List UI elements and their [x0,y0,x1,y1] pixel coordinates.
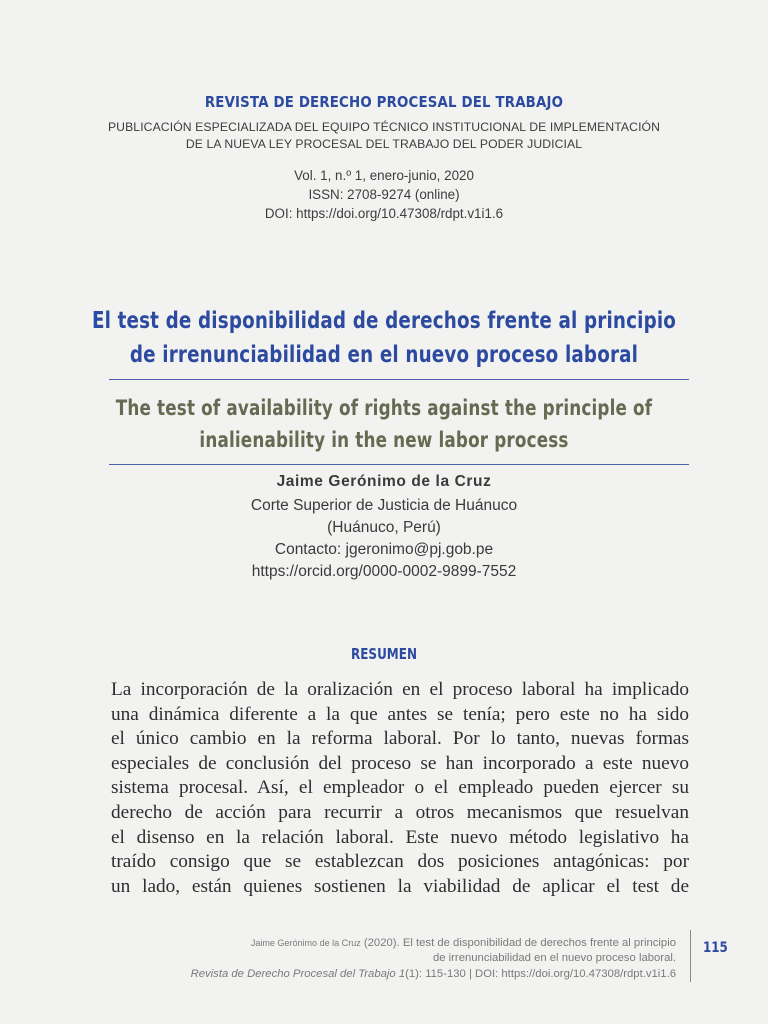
citation-author: Jaime Gerónimo de la Cruz [250,938,361,948]
citation-journal: Revista de Derecho Procesal del Trabajo [190,967,396,980]
abstract-line: el disenso en la relación laboral. Este nuevo método legislativo ha [111,826,689,848]
title-es-line-1: El test de disponibilidad de derechos frente al principio [91,306,677,334]
volume-info: Vol. 1, n.º 1, enero-junio, 2020 [294,168,474,183]
page-number: 115 [703,940,728,956]
doi-link[interactable]: DOI: https://doi.org/10.47308/rdpt.v1i1.6 [264,206,504,221]
abstract-body [111,678,689,899]
title-divider-top [109,379,689,380]
abstract-line: derecho de acción para recurrir a otros mecanismos que resuelvan [111,801,689,823]
footer-divider [690,930,691,982]
title-en-line-2: inalienability in the new labor process [199,428,569,452]
abstract-line: traído consigo que se establezcan dos posiciones antagónicas: por [111,851,689,873]
abstract-line: sistema procesal. Así, el empleador o el empleado pueden ejercer su [111,777,689,799]
citation-line-1 [191,936,676,951]
journal-subtitle-line-2: DE LA NUEVA LEY PROCESAL DEL TRABAJO DEL PODER JUDICIAL [185,137,583,151]
title-es-line-2: de irrenunciabilidad en el nuevo proceso laboral [129,340,639,368]
abstract-line: La incorporación de la oralización en el proceso laboral ha implicado [111,679,689,700]
author-name: Jaime Gerónimo de la Cruz [276,473,492,490]
title-divider-bottom [109,464,689,465]
issn: ISSN: 2708-9274 (online) [308,187,460,202]
abstract-line: especiales de conclusión del proceso se han incorporado a este nuevo [111,752,689,774]
abstract-heading: RESUMEN [350,645,417,663]
author-location: (Huánuco, Perú) [327,519,441,536]
author-orcid-link[interactable]: https://orcid.org/0000-0002-9899-7552 [251,563,517,580]
author-contact[interactable]: Contacto: jgeronimo@pj.gob.pe [274,541,494,558]
journal-title: REVISTA DE DERECHO PROCESAL DEL TRABAJO [204,93,564,111]
citation-volume: 1 [395,967,406,980]
citation-year-title: (2020). El test de disponibilidad de derechos frente al principio [360,937,676,949]
abstract-line: el único cambio en la reforma laboral. Por lo tanto, nuevas formas [111,728,689,750]
citation-footer [191,936,676,982]
author-affiliation: Corte Superior de Justicia de Huánuco [250,497,518,514]
citation-line-2: de irrenunciabilidad en el nuevo proceso laboral. [432,952,676,965]
journal-subtitle-line-1: PUBLICACIÓN ESPECIALIZADA DEL EQUIPO TÉCNICO INSTITUCIONAL DE IMPLEMENTACIÓN [107,120,661,134]
citation-issue-doi[interactable]: (1): 115-130 | DOI: https://doi.org/10.47308/rdpt.v1i1.6 [405,967,676,980]
abstract-line: una dinámica diferente a la que antes se tenía; pero este no ha sido [111,703,689,725]
citation-line-3 [191,967,676,982]
abstract-line: un lado, están quienes sostienen la viabilidad de aplicar el test de [111,875,689,897]
title-en-line-1: The test of availability of rights against the principle of [115,396,653,420]
